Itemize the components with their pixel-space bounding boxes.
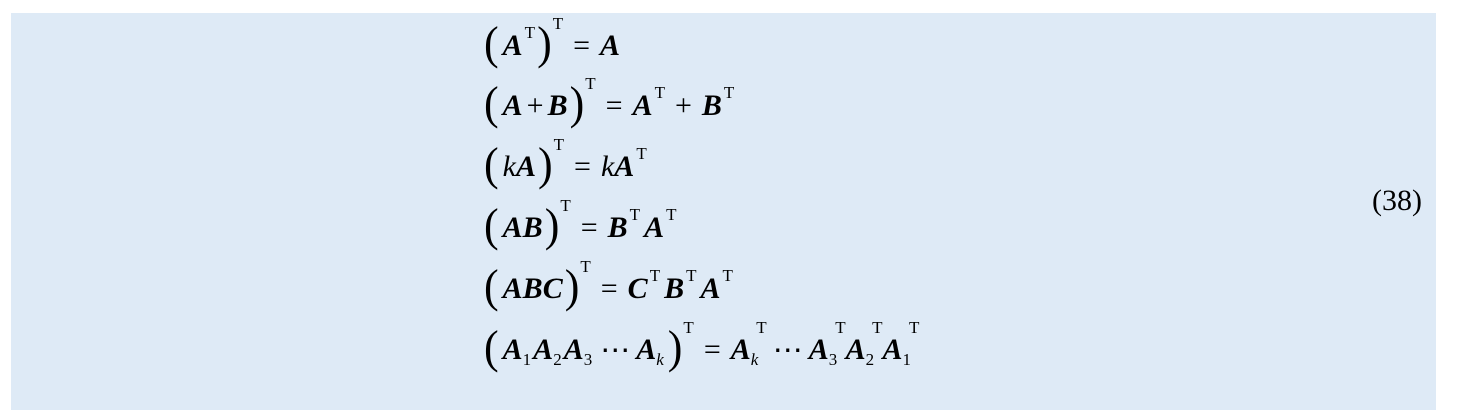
transpose-superscript: T bbox=[560, 196, 571, 215]
equals-sign: = bbox=[574, 150, 591, 183]
matrix-a: A bbox=[614, 150, 635, 183]
scalar-k: k bbox=[502, 150, 516, 183]
equation-transpose-of-product bbox=[484, 198, 676, 258]
transpose-superscript: T bbox=[909, 318, 920, 337]
matrix-b: B bbox=[522, 272, 543, 305]
subscript-k: k bbox=[750, 350, 759, 369]
transpose-superscript: T bbox=[756, 318, 767, 337]
equals-sign: = bbox=[573, 29, 591, 62]
transpose-superscript: T bbox=[553, 135, 565, 154]
matrix-a: A bbox=[515, 150, 536, 183]
matrix-a: A bbox=[700, 272, 721, 305]
transpose-superscript: T bbox=[629, 205, 641, 224]
matrix-a: A bbox=[882, 333, 903, 366]
right-paren: ) bbox=[667, 321, 683, 374]
transpose-superscript: T bbox=[636, 144, 647, 163]
right-paren: ) bbox=[537, 17, 552, 70]
equals-sign: = bbox=[600, 272, 618, 305]
subscript-2: 2 bbox=[865, 350, 875, 369]
plus-sign: + bbox=[674, 89, 692, 122]
matrix-a: A bbox=[636, 333, 657, 366]
equation-transpose-of-scalar-product bbox=[484, 137, 647, 197]
right-paren: ) bbox=[538, 138, 553, 191]
matrix-b: B bbox=[547, 89, 568, 122]
transpose-superscript: T bbox=[524, 23, 536, 42]
matrix-b: B bbox=[607, 211, 628, 244]
matrix-a: A bbox=[845, 333, 866, 366]
transpose-superscript: T bbox=[666, 205, 677, 224]
matrix-b: B bbox=[701, 89, 722, 122]
subscript-k: k bbox=[656, 350, 664, 369]
equation-transpose-of-transpose bbox=[484, 16, 620, 76]
plus-sign: + bbox=[526, 89, 544, 122]
matrix-a: A bbox=[644, 211, 665, 244]
matrix-a: A bbox=[502, 333, 523, 366]
matrix-a: A bbox=[533, 333, 554, 366]
transpose-superscript: T bbox=[683, 318, 694, 337]
matrix-a: A bbox=[502, 211, 523, 244]
transpose-superscript: T bbox=[649, 266, 661, 285]
transpose-superscript: T bbox=[686, 266, 697, 285]
matrix-a: A bbox=[808, 333, 829, 366]
right-paren: ) bbox=[564, 260, 580, 313]
matrix-b: B bbox=[664, 272, 685, 305]
subscript-1: 1 bbox=[902, 350, 912, 369]
transpose-superscript: T bbox=[723, 83, 735, 102]
equals-sign: = bbox=[703, 333, 721, 366]
transpose-superscript: T bbox=[552, 14, 564, 33]
transpose-superscript: T bbox=[654, 83, 665, 102]
right-paren: ) bbox=[569, 77, 585, 130]
transpose-superscript: T bbox=[585, 74, 596, 93]
cdots: ⋯ bbox=[772, 333, 803, 367]
transpose-superscript: T bbox=[872, 318, 883, 337]
subscript-3: 3 bbox=[828, 350, 838, 369]
subscript-1: 1 bbox=[522, 350, 532, 369]
left-paren: ( bbox=[484, 17, 499, 70]
scalar-k: k bbox=[600, 150, 615, 183]
matrix-a: A bbox=[730, 333, 751, 366]
equation-number: (38) bbox=[1372, 184, 1422, 217]
matrix-a: A bbox=[600, 29, 621, 62]
matrix-a: A bbox=[502, 89, 523, 122]
equals-sign: = bbox=[580, 211, 598, 244]
left-paren: ( bbox=[484, 199, 499, 252]
matrix-a: A bbox=[632, 89, 653, 122]
left-paren: ( bbox=[484, 77, 499, 130]
transpose-superscript: T bbox=[835, 318, 846, 337]
transpose-superscript: T bbox=[580, 257, 591, 276]
equation-transpose-of-triple-product bbox=[484, 259, 733, 319]
left-paren: ( bbox=[484, 138, 499, 191]
matrix-c: C bbox=[542, 272, 563, 305]
subscript-3: 3 bbox=[583, 350, 593, 369]
subscript-2: 2 bbox=[553, 350, 562, 369]
right-paren: ) bbox=[544, 199, 560, 252]
matrix-a: A bbox=[502, 29, 523, 62]
matrix-a: A bbox=[563, 333, 584, 366]
matrix-b: B bbox=[522, 211, 543, 244]
equation-transpose-of-k-product bbox=[484, 320, 919, 380]
left-paren: ( bbox=[484, 321, 499, 374]
transpose-superscript: T bbox=[722, 266, 733, 285]
left-paren: ( bbox=[484, 260, 499, 313]
equals-sign: = bbox=[605, 89, 623, 122]
cdots: ⋯ bbox=[600, 333, 631, 367]
equation-transpose-of-sum bbox=[484, 76, 734, 136]
matrix-a: A bbox=[502, 272, 523, 305]
matrix-c: C bbox=[627, 272, 648, 305]
